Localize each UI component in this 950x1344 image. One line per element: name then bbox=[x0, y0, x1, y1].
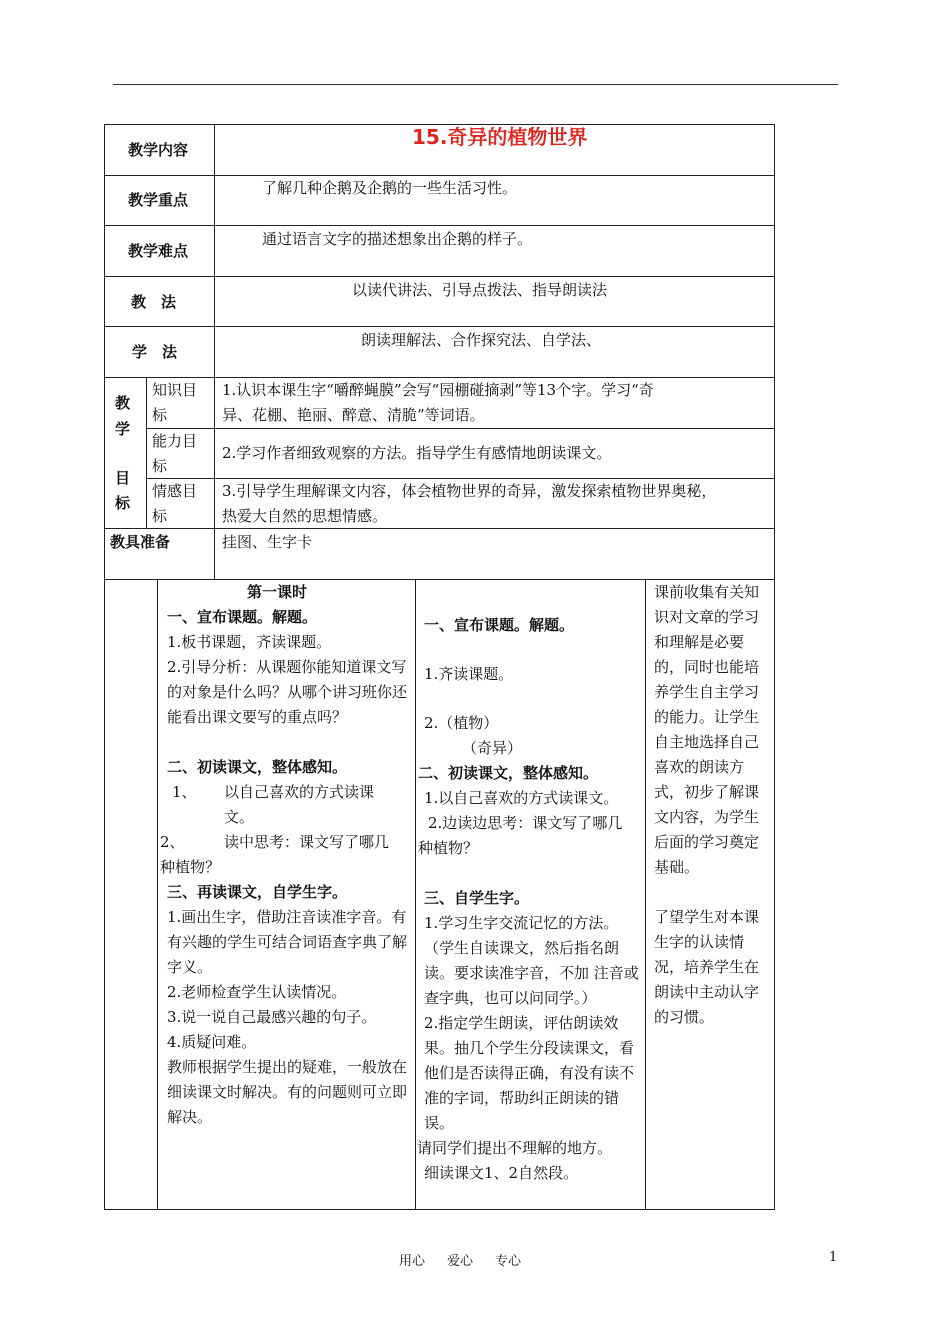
teacher-step: 2、 bbox=[160, 833, 185, 851]
student-step: 请同学们提出不理解的地方。 bbox=[417, 1139, 613, 1157]
student-step: 2.指定学生朗读，评估朗读效果。抽几个学生分段读课文，看他们是否读得正确，有没有读不准的字词，帮助纠正朗读的错误。 bbox=[424, 1014, 635, 1132]
knowledge-text: 1.认识本课生字“嚼醉蝇膜”会写“园棚碰摘剥”等13个字。学习“奇 bbox=[222, 381, 654, 399]
page-number: 1 bbox=[829, 1250, 838, 1265]
knowledge-text: 异、花棚、艳丽、醉意、清脆”等词语。 bbox=[222, 406, 485, 424]
student-step: 1.学习生字交流记忆的方法。（学生自读课文，然后指名朗读。要求读准字音，不加 注音或查字典，也可以问同学。） bbox=[424, 914, 639, 1007]
header-rule bbox=[113, 84, 838, 85]
lesson-heading: 第一课时 bbox=[247, 583, 308, 601]
knowledge-label: 标 bbox=[152, 406, 168, 424]
knowledge-label: 知识目 bbox=[152, 381, 198, 399]
teacher-step: 2.老师检查学生认读情况。 bbox=[167, 983, 347, 1001]
row-divider bbox=[104, 276, 775, 277]
method-text: 以读代讲法、引导点拨法、指导朗读法 bbox=[352, 281, 608, 299]
student-step: （奇异） bbox=[462, 739, 523, 757]
page-title: 15.奇异的植物世界 bbox=[412, 125, 588, 149]
tools-text: 挂图、生字卡 bbox=[222, 533, 313, 551]
student-step: 2.边读边思考：课文写了哪几 bbox=[428, 814, 623, 832]
student-step: 种植物？ bbox=[418, 839, 479, 857]
student-section: 一、宣布课题。解题。 bbox=[424, 616, 575, 634]
teacher-section: 三、再读课文，自学生字。 bbox=[167, 883, 348, 901]
teacher-step: 1.板书课题，齐读课题。 bbox=[167, 633, 332, 651]
teacher-step: 4.质疑问难。 bbox=[167, 1033, 257, 1051]
row-divider bbox=[104, 225, 775, 226]
footer-motto: 用心 bbox=[399, 1254, 426, 1269]
teacher-step: 教师根据学生提出的疑难，一般放在细读课文时解决。有的问题则可立即解决。 bbox=[167, 1058, 408, 1126]
learning-label: 学 法 bbox=[132, 343, 178, 361]
teacher-section: 二、初读课文，整体感知。 bbox=[167, 758, 348, 776]
difficulty-label: 教学难点 bbox=[128, 242, 189, 260]
key-label: 教学重点 bbox=[128, 191, 189, 209]
teacher-step: 文。 bbox=[224, 808, 255, 826]
student-step: 2.（植物） bbox=[424, 714, 499, 732]
teacher-step: 1.画出生字，借助注音读准字音。有有兴趣的学生可结合词语查字典了解字义。 bbox=[167, 908, 408, 976]
student-step: 1.以自己喜欢的方式读课文。 bbox=[424, 789, 619, 807]
goals-label: 教 bbox=[115, 394, 131, 412]
teacher-step: 1、 bbox=[172, 783, 197, 801]
teacher-section: 一、宣布课题。解题。 bbox=[167, 608, 318, 626]
col-divider bbox=[415, 579, 416, 1210]
col-divider bbox=[146, 377, 147, 528]
student-section: 三、自学生字。 bbox=[424, 889, 530, 907]
ability-label: 能力目 bbox=[152, 432, 198, 450]
emotion-text: 3.引导学生理解课文内容，体会植物世界的奇异，激发探索植物世界奥秘， bbox=[222, 482, 717, 500]
student-section: 二、初读课文，整体感知。 bbox=[418, 764, 599, 782]
design-note: 了望学生对本课生字的认读情况，培养学生在朗读中主动认字的习惯。 bbox=[654, 908, 760, 1026]
method-label: 教 法 bbox=[131, 293, 177, 311]
footer-motto: 爱心 bbox=[447, 1254, 474, 1269]
teacher-step: 读中思考：课文写了哪几 bbox=[224, 833, 390, 851]
content-label: 教学内容 bbox=[128, 141, 189, 159]
teacher-step: 种植物？ bbox=[160, 858, 221, 876]
teacher-step: 2.引导分析：从课题你能知道课文写的对象是什么吗？从哪个讲习班你还能看出课文要写的重点吗？ bbox=[167, 658, 408, 726]
teacher-step: 以自己喜欢的方式读课 bbox=[224, 783, 375, 801]
col-divider bbox=[157, 579, 158, 1210]
key-text: 了解几种企鹅及企鹅的一些生活习性。 bbox=[262, 179, 518, 197]
row-divider bbox=[146, 428, 775, 429]
ability-text: 2.学习作者细致观察的方法。指导学生有感情地朗读课文。 bbox=[222, 444, 612, 462]
learning-text: 朗读理解法、合作探究法、自学法、 bbox=[361, 331, 602, 349]
tools-label: 教具准备 bbox=[110, 533, 171, 551]
goals-label: 目 bbox=[115, 469, 131, 487]
emotion-label: 情感目 bbox=[152, 482, 198, 500]
row-divider bbox=[104, 528, 775, 529]
goals-label: 学 bbox=[115, 420, 131, 438]
goals-label: 标 bbox=[115, 494, 131, 512]
col-divider bbox=[214, 377, 215, 579]
emotion-text: 热爱大自然的思想情感。 bbox=[222, 507, 388, 525]
difficulty-text: 通过语言文字的描述想象出企鹅的样子。 bbox=[262, 230, 533, 248]
teacher-step: 3.说一说自己最感兴趣的句子。 bbox=[167, 1008, 377, 1026]
student-step: 细读课文1、2自然段。 bbox=[424, 1164, 579, 1182]
design-note: 课前收集有关知识对文章的学习和理解是必要的，同时也能培养学生自主学习的能力。让学生自主地选择自己喜欢的朗读方式，初步了解课文内容，为学生后面的学习奠定基础。 bbox=[654, 583, 760, 876]
col-divider bbox=[645, 579, 646, 1210]
col-divider bbox=[214, 124, 215, 377]
student-step: 1.齐读课题。 bbox=[424, 665, 514, 683]
footer-motto: 专心 bbox=[495, 1254, 522, 1269]
row-divider bbox=[104, 326, 775, 327]
ability-label: 标 bbox=[152, 457, 168, 475]
emotion-label: 标 bbox=[152, 507, 168, 525]
